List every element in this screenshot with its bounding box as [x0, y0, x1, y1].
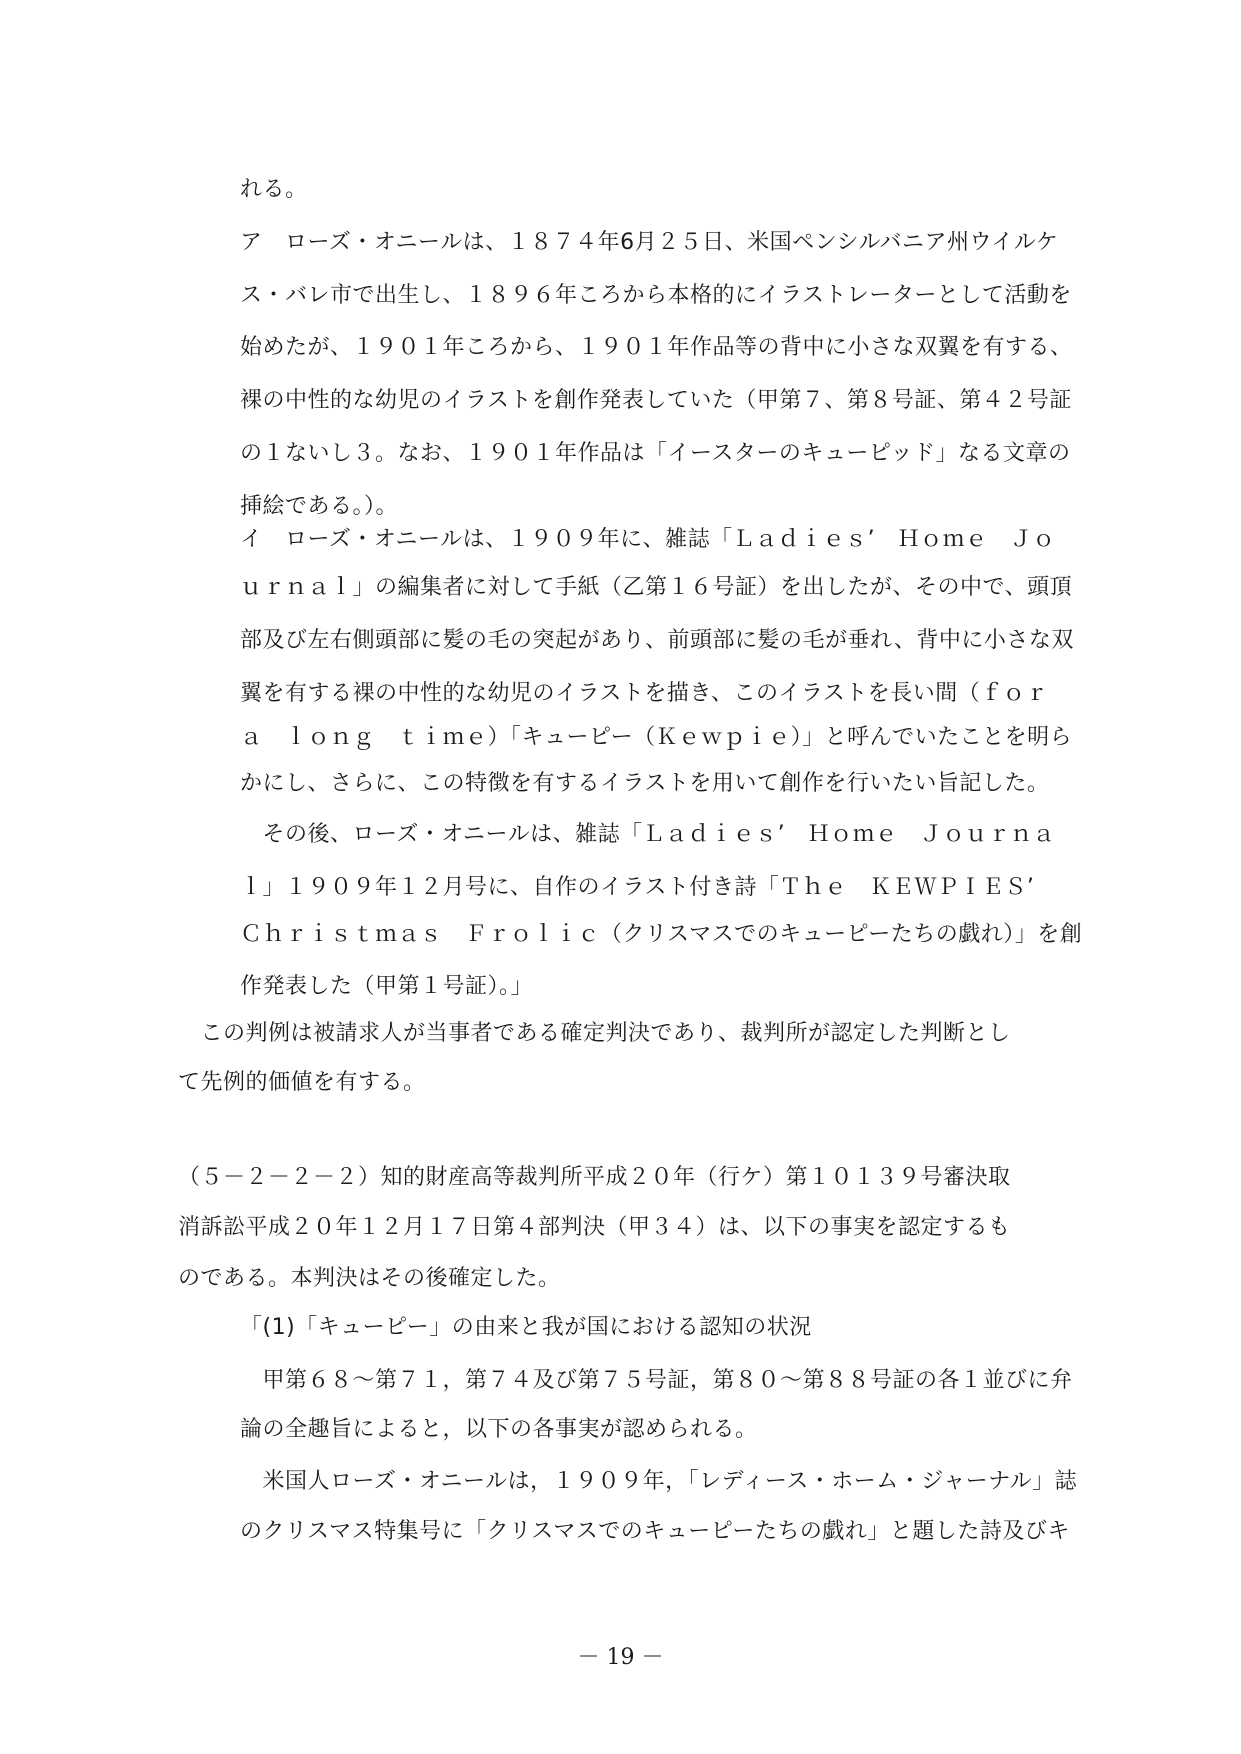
text-line: の１ないし３。なお、１９０１年作品は「イースターのキューピッド」なる文章の — [240, 441, 1071, 466]
text-line: ｕｒｎａｌ」の編集者に対して手紙（乙第１６号証）を出したが、その中で、頭頂 — [240, 575, 1073, 600]
text-line: ｌ」１９０９年１２月号に、自作のイラスト付き詩「Ｔｈｅ ＫＥＷＰＩＥＳ’ — [240, 875, 1035, 900]
text-line: 部及び左右側頭部に髪の毛の突起があり、前頭部に髪の毛が垂れ、背中に小さな双 — [240, 628, 1074, 653]
text-line: 翼を有する裸の中性的な幼児のイラストを描き、このイラストを長い間（ｆｏｒ — [240, 681, 1048, 706]
text-line: かにし、さらに、この特徴を有するイラストを用いて創作を行いたい旨記した。 — [240, 771, 1050, 796]
text-line: Ｃｈｒｉｓｔｍａｓ Ｆｒｏｌｉｃ（クリスマスでのキューピーたちの戯れ）」を創 — [240, 922, 1083, 947]
text-line: れる。 — [240, 177, 308, 202]
text-line: 挿絵である。）。 — [240, 494, 399, 519]
text-line: ア ローズ・オニールは、１８７４年6月２５日、米国ペンシルバニア州ウイルケ — [240, 230, 1059, 255]
text-line: イ ローズ・オニールは、１９０９年に、雑誌「Ｌａｄｉｅｓ’ Ｈｏｍｅ Ｊｏ — [240, 527, 1056, 552]
text-line: 甲第６８～第７１，第７４及び第７５号証，第８０～第８８号証の各１並びに弁 — [240, 1368, 1073, 1393]
text-line: 消訴訟平成２０年１２月１７日第４部判決（甲３４）は、以下の事実を認定するも — [178, 1215, 1011, 1240]
text-line: ａ ｌｏｎｇ ｔｉｍｅ）「キューピー（Ｋｅｗｐｉｅ）」と呼んでいたことを明ら — [240, 725, 1073, 750]
text-line: 裸の中性的な幼児のイラストを創作発表していた（甲第７、第８号証、第４２号証 — [240, 388, 1072, 413]
text-line: その後、ローズ・オニールは、雑誌「Ｌａｄｉｅｓ’ Ｈｏｍｅ Ｊｏｕｒｎａ — [240, 822, 1056, 847]
text-line: て先例的価値を有する。 — [178, 1070, 426, 1095]
text-line: 作発表した（甲第１号証）。」 — [240, 974, 534, 999]
text-line: ス・バレ市で出生し、１８９６年ころから本格的にイラストレーターとして活動を — [240, 283, 1072, 308]
text-line: のである。本判決はその後確定した。 — [178, 1266, 561, 1291]
text-line: （５－２－２－２）知的財産高等裁判所平成２０年（行ケ）第１０１３９号審決取 — [178, 1165, 1011, 1190]
text-line: 「(1)「キューピー」の由来と我が国における認知の状況 — [240, 1315, 812, 1340]
page-number: － 19 － — [577, 1645, 664, 1670]
text-line: 始めたが、１９０１年ころから、１９０１年作品等の背中に小さな双翼を有する、 — [240, 335, 1073, 360]
text-line: この判例は被請求人が当事者である確定判決であり、裁判所が認定した判断とし — [178, 1021, 1011, 1046]
text-line: 米国人ローズ・オニールは，１９０９年，「レディース・ホーム・ジャーナル」誌 — [240, 1469, 1078, 1494]
text-line: のクリスマス特集号に「クリスマスでのキューピーたちの戯れ」と題した詩及びキ — [240, 1519, 1070, 1544]
text-line: 論の全趣旨によると，以下の各事実が認められる。 — [240, 1417, 758, 1442]
